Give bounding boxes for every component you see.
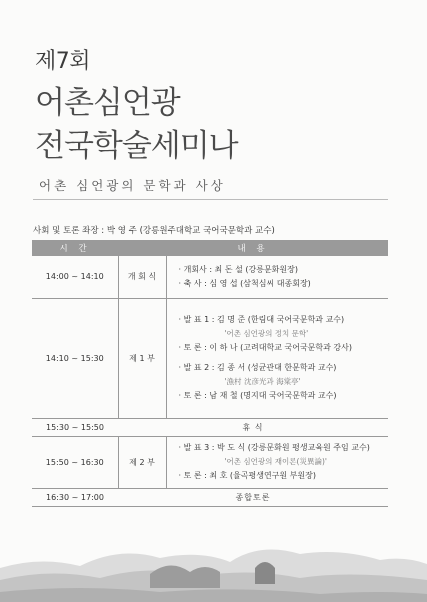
table-row	[32, 418, 388, 436]
entry: · 발 표 3 : 박 도 식 (강릉문화원 평생교육원 주임 교수)	[178, 443, 370, 452]
entry: · 발 표 2 : 김 종 서 (성균관대 한문학과 교수)	[178, 363, 337, 372]
entry: · 개회사 : 최 돈 설 (강릉문화원장)	[178, 264, 298, 274]
entry: · 토 론 : 최 호 (율곡평생연구원 부원장)	[178, 471, 316, 480]
table-row	[32, 256, 388, 298]
entry: · 토 론 : 남 재 철 (명지대 국어국문학과 교수)	[178, 391, 337, 400]
row-content	[166, 256, 388, 298]
row-content	[166, 436, 388, 488]
header-content: 내 용	[118, 240, 388, 256]
row-session: 제 2 부	[118, 436, 166, 488]
table-row	[32, 436, 388, 488]
entry: · 토 론 : 이 하 나 (고려대학교 국어국문학과 강사)	[178, 343, 352, 352]
table-row	[32, 488, 388, 506]
row-session: 개 회 식	[118, 256, 166, 298]
row-time: 16:30 ~ 17:00	[32, 488, 118, 506]
entry-topic: '어촌 심언광의 정치 문학'	[224, 329, 309, 338]
row-full: 종합토론	[118, 488, 388, 506]
entry-topic: '어촌 심언광의 재이론(災異論)'	[224, 457, 327, 466]
schedule-table	[32, 240, 388, 507]
row-time: 14:10 ~ 15:30	[32, 298, 118, 418]
row-time: 15:30 ~ 15:50	[32, 418, 118, 436]
row-time: 14:00 ~ 14:10	[32, 256, 118, 298]
header-time: 시 간	[32, 240, 118, 256]
row-content	[166, 298, 388, 418]
entry-topic: '漁村 沈彦光과 海棠亭'	[224, 377, 301, 386]
table-row	[32, 298, 388, 418]
title-line-1: 어촌심언광	[35, 85, 180, 121]
row-full: 휴 식	[118, 418, 388, 436]
moderator-line: 사회 및 토론 좌장 : 박 영 주 (강릉원주대학교 국어국문학과 교수)	[33, 226, 275, 236]
edition-label: 제7회	[35, 49, 91, 74]
ink-landscape-illustration	[0, 528, 427, 602]
subtitle: 어촌 심언광의 문학과 사상	[39, 178, 226, 193]
entry: · 축 사 : 심 영 섭 (삼척심씨 대종회장)	[178, 278, 311, 288]
entry: · 발 표 1 : 김 명 준 (한림대 국어국문학과 교수)	[178, 315, 345, 324]
divider	[33, 199, 388, 200]
row-time: 15:50 ~ 16:30	[32, 436, 118, 488]
title-line-2: 전국학술세미나	[35, 128, 238, 164]
row-session: 제 1 부	[118, 298, 166, 418]
